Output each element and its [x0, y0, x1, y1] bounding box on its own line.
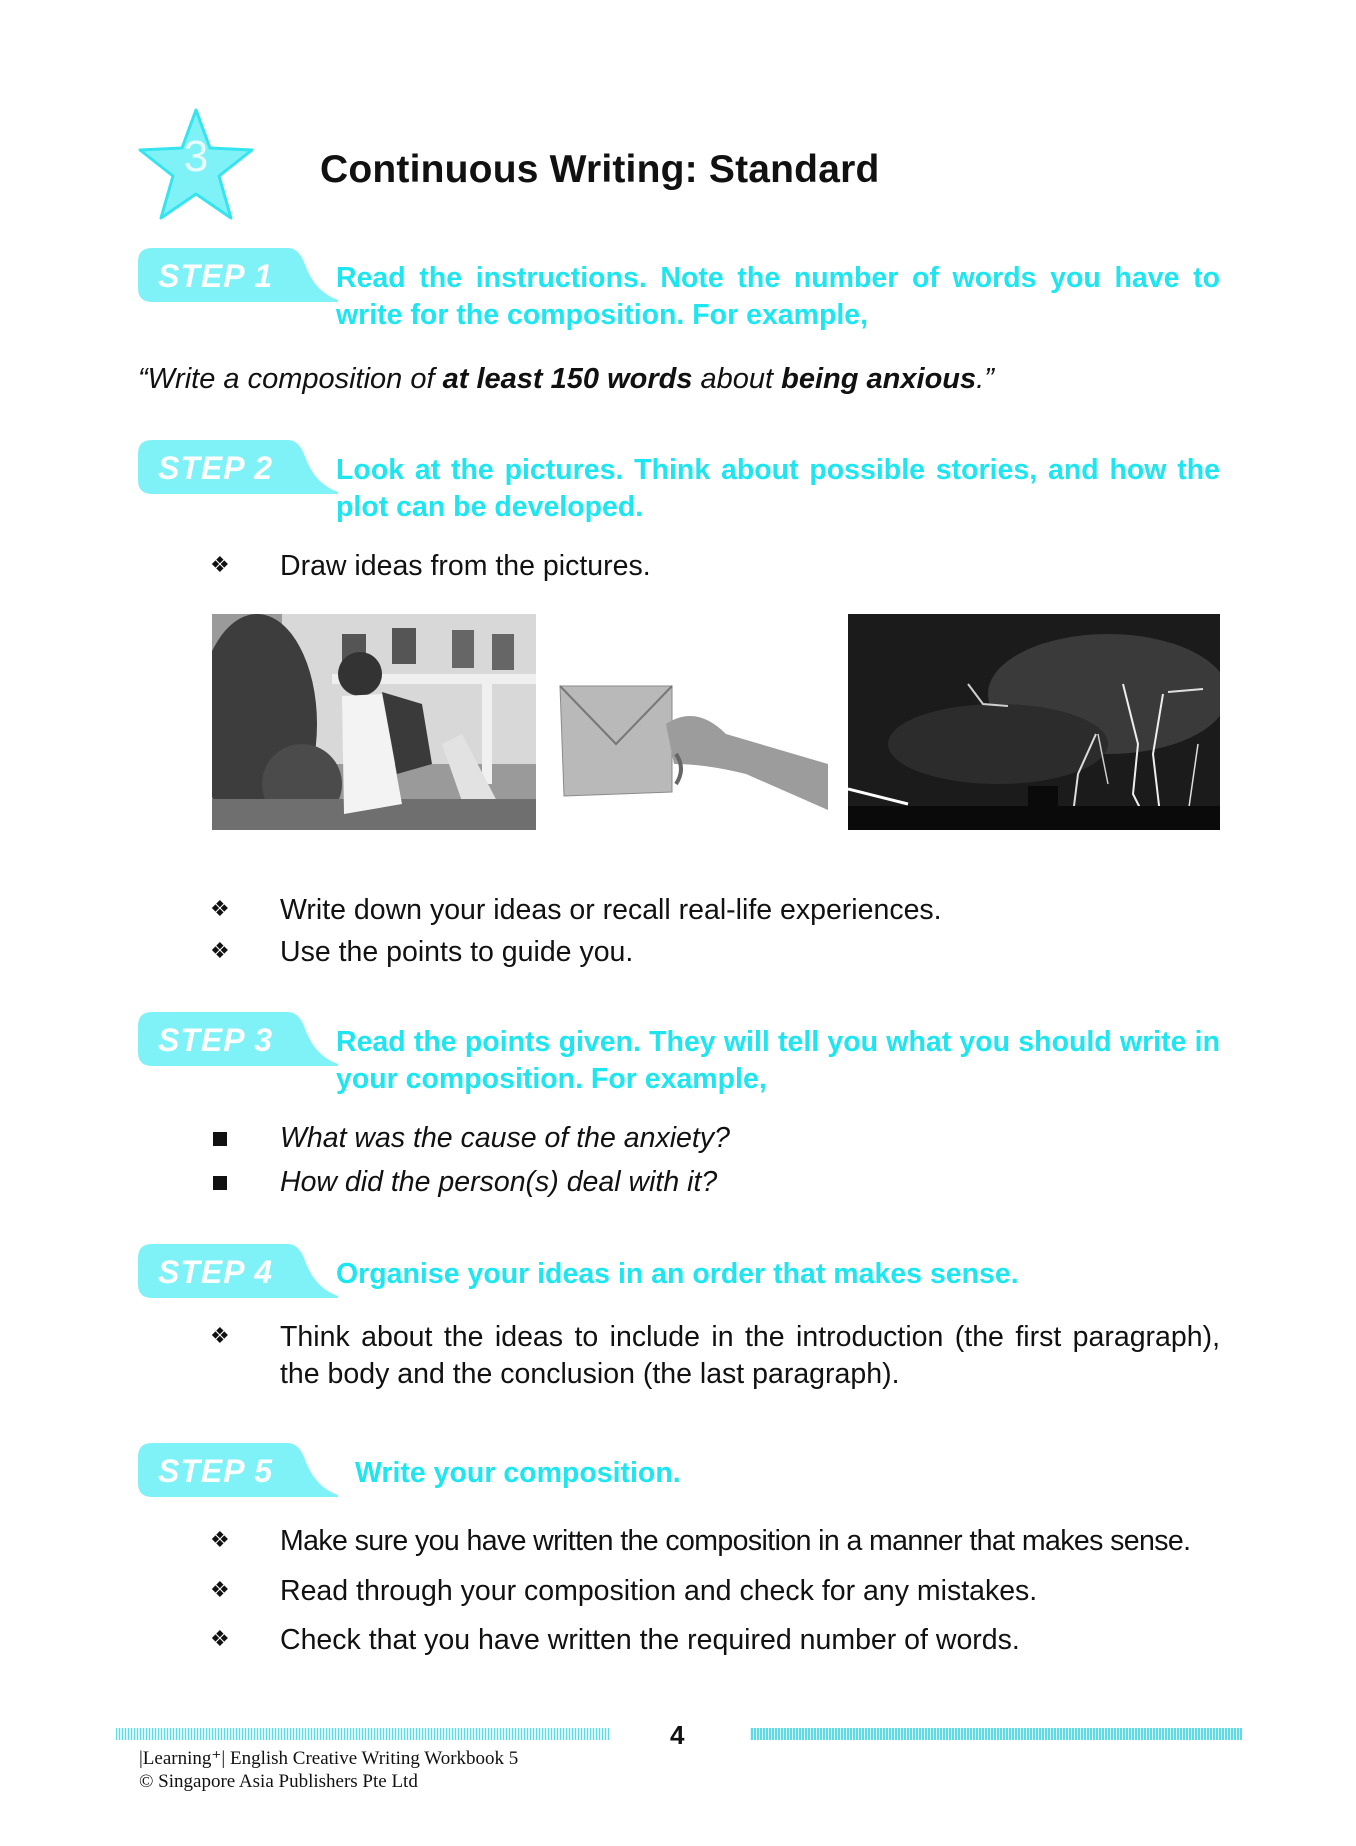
footer-divider-right [750, 1728, 1242, 1740]
step-3-point: What was the cause of the anxiety? [280, 1122, 730, 1154]
bullet-icon: ❖ [210, 896, 230, 921]
step-2-bullet: Draw ideas from the pictures. [280, 550, 651, 582]
book-title: |Learning⁺| English Creative Writing Workbook 5 [139, 1748, 519, 1769]
step-4-bullet: Think about the ideas to include in the introduction (the first paragraph), the body and the conclusion (the last paragraph). [280, 1321, 1220, 1390]
step-1-label: STEP 1 [158, 258, 274, 294]
chapter-star-badge [136, 106, 256, 222]
step-5-bullet: Check that you have written the required number of words. [280, 1624, 1020, 1656]
step-2-tab [138, 440, 338, 494]
step-5-bullet: Make sure you have written the composition in a manner that makes sense. [280, 1525, 1191, 1557]
page-title: Continuous Writing: Standard [320, 148, 880, 191]
step-5-instruction: Write your composition. [355, 1457, 681, 1489]
step-2-bullet: Write down your ideas or recall real-life experiences. [280, 894, 942, 926]
photo-lightning-storm [848, 614, 1220, 830]
chapter-number: 3 [183, 132, 209, 181]
page-number: 4 [670, 1720, 685, 1750]
step-4-instruction: Organise your ideas in an order that makes sense. [336, 1258, 1019, 1290]
step-4-label: STEP 4 [158, 1254, 274, 1290]
step-5-tab [138, 1443, 338, 1497]
square-bullet-icon [213, 1132, 227, 1146]
step-4-tab [138, 1244, 338, 1298]
step-2-instruction: Look at the pictures. Think about possible stories, and how the plot can be developed. [336, 454, 1220, 523]
bullet-icon: ❖ [210, 1527, 230, 1552]
bullet-icon: ❖ [210, 552, 230, 577]
square-bullet-icon [213, 1176, 227, 1190]
step-2-bullet: Use the points to guide you. [280, 936, 634, 968]
copyright: © Singapore Asia Publishers Pte Ltd [139, 1771, 418, 1792]
example-quote: “Write a composition of at least 150 words about being anxious.” [138, 363, 994, 395]
bullet-icon: ❖ [210, 1626, 230, 1651]
footer-divider-left [116, 1728, 610, 1740]
step-3-instruction: Read the points given. They will tell you what you should write in your composition. For example, [336, 1026, 1220, 1095]
step-5-label: STEP 5 [158, 1453, 274, 1489]
step-3-label: STEP 3 [158, 1022, 274, 1058]
step-2-label: STEP 2 [158, 450, 274, 486]
bullet-icon: ❖ [210, 1323, 230, 1348]
step-1-instruction: Read the instructions. Note the number of words you have to write for the composition. For example, [336, 262, 1220, 331]
bullet-icon: ❖ [210, 1577, 230, 1602]
step-3-tab [138, 1012, 338, 1066]
photo-hand-envelope [556, 614, 828, 830]
photo-boy-running [212, 614, 536, 830]
step-5-bullet: Read through your composition and check for any mistakes. [280, 1575, 1038, 1607]
step-3-point: How did the person(s) deal with it? [280, 1166, 718, 1198]
step-1-tab [138, 248, 338, 302]
bullet-icon: ❖ [210, 938, 230, 963]
